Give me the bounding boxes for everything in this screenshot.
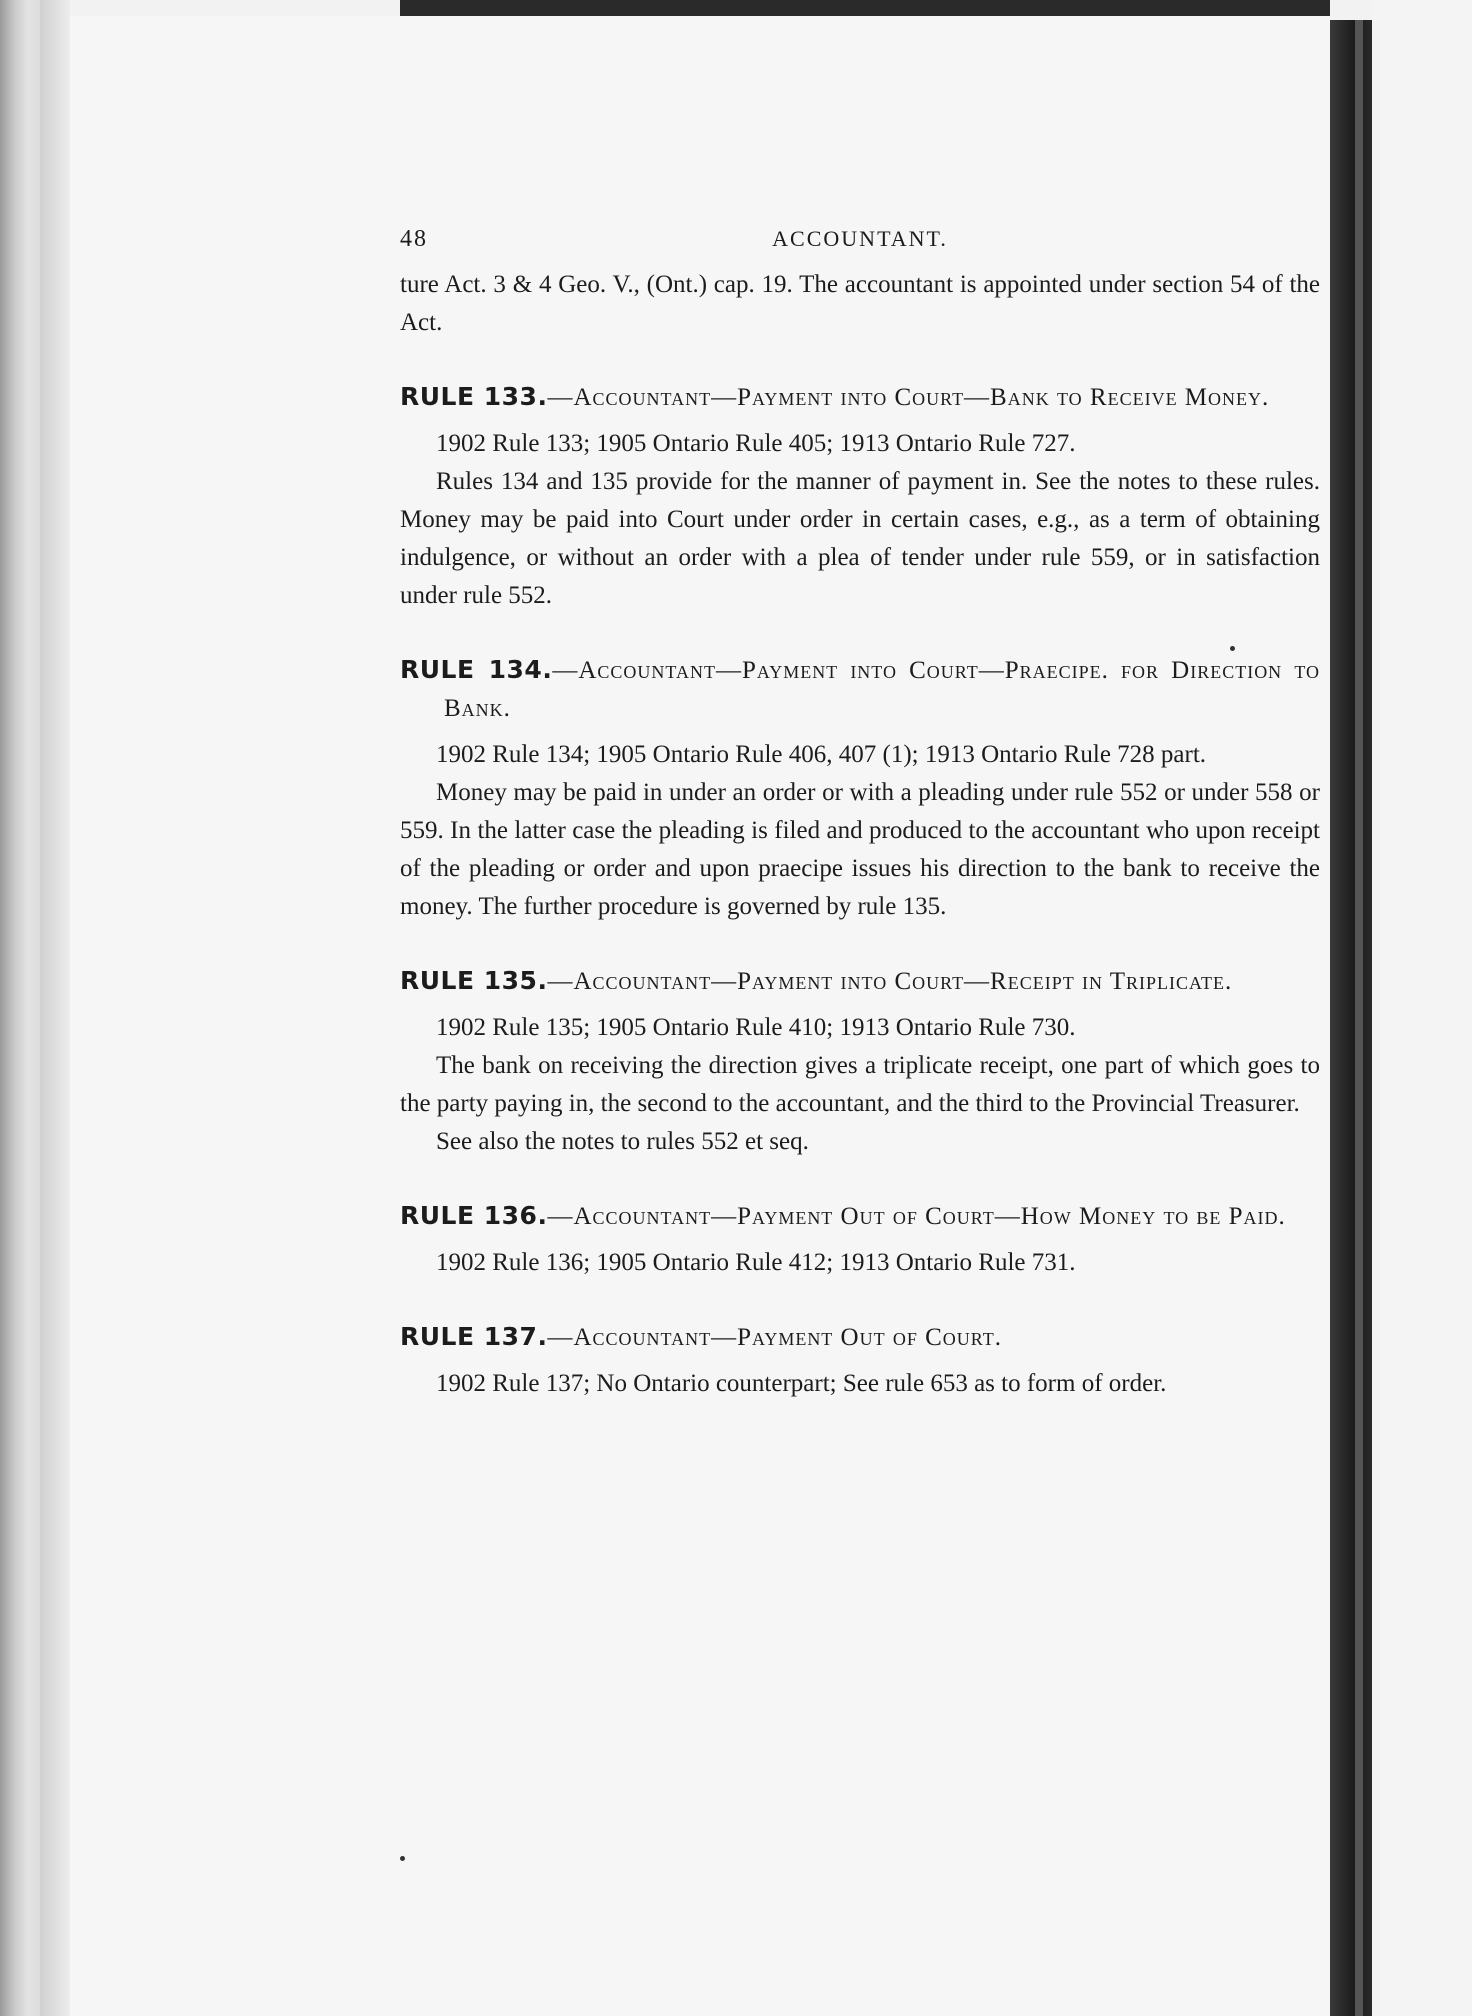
page-number: 48 (400, 226, 428, 252)
book-page-stack (40, 0, 70, 2016)
rule-section (400, 962, 1320, 1161)
running-title: ACCOUNTANT. (772, 226, 948, 251)
rule-heading (400, 378, 1320, 417)
running-head (400, 226, 1320, 266)
rule-paragraph: 1902 Rule 137; No Ontario counterpart; See rule 653 as to form of order. (436, 1370, 1167, 1397)
rule-number: RULE 133. (400, 382, 548, 411)
rule-paragraph: 1902 Rule 134; 1905 Ontario Rule 406, 407 (1); 1913 Ontario Rule 728 part. (436, 741, 1207, 768)
page-content (400, 226, 1320, 1403)
rule-heading (400, 651, 1320, 728)
rule-title: —Accountant—Payment into Court—Praecipe. for Direction to Bank. (444, 657, 1320, 722)
book-spine (1330, 20, 1372, 2016)
rule-number: RULE 136. (400, 1201, 548, 1230)
rule-heading (400, 1318, 1320, 1357)
rule-paragraph: 1902 Rule 133; 1905 Ontario Rule 405; 1913 Ontario Rule 727. (436, 430, 1076, 457)
facing-page-edge (1372, 0, 1472, 2016)
rule-number: RULE 135. (400, 966, 548, 995)
rule-title: —Accountant—Payment Out of Court. (547, 1324, 1002, 1351)
rule-paragraph: Rules 134 and 135 provide for the manner of payment in. See the notes to these rules. Money may be paid into Court under order in certain cases, e.g., as a term of obtaining indulgence, or without an order with a plea of tender under rule 559, or in satisfaction under rule 552. (400, 468, 1320, 609)
rule-paragraph: Money may be paid in under an order or with a pleading under rule 552 or under 558 or 559. In the latter case the pleading is filed and produced to the accountant who upon receipt of the pleading or order and upon praecipe issues his direction to the bank to receive the money. The further procedure is governed by rule 135. (400, 779, 1320, 920)
rule-section (400, 1197, 1320, 1282)
rule-number: RULE 137. (400, 1322, 548, 1351)
book-page (70, 16, 1330, 2016)
rule-section (400, 651, 1320, 926)
rule-title: —Accountant—Payment into Court—Bank to Receive Money. (547, 384, 1270, 411)
intro-paragraph: ture Act. 3 & 4 Geo. V., (Ont.) cap. 19. The accountant is appointed under section 54 of the Act. (400, 271, 1320, 336)
rule-paragraph: 1902 Rule 136; 1905 Ontario Rule 412; 1913 Ontario Rule 731. (436, 1249, 1076, 1276)
book-spine-shadow (1355, 20, 1363, 2016)
rule-title: —Accountant—Payment into Court—Receipt in Triplicate. (547, 968, 1233, 995)
scan-speck (1230, 646, 1235, 651)
rule-paragraph: 1902 Rule 135; 1905 Ontario Rule 410; 1913 Ontario Rule 730. (436, 1014, 1076, 1041)
scan-top-border (400, 0, 1330, 16)
rule-paragraph: The bank on receiving the direction gives a triplicate receipt, one part of which goes to the party paying in, the second to the accountant, and the third to the Provincial Treasurer. (400, 1052, 1320, 1117)
rule-section (400, 1318, 1320, 1403)
rule-heading (400, 1197, 1320, 1236)
scan-speck (400, 1856, 405, 1861)
rule-number: RULE 134. (400, 655, 553, 684)
rule-section (400, 378, 1320, 615)
rule-heading (400, 962, 1320, 1001)
rule-title: —Accountant—Payment Out of Court—How Money to be Paid. (547, 1203, 1286, 1230)
book-left-edge (0, 0, 40, 2016)
rule-paragraph: See also the notes to rules 552 et seq. (436, 1128, 809, 1155)
